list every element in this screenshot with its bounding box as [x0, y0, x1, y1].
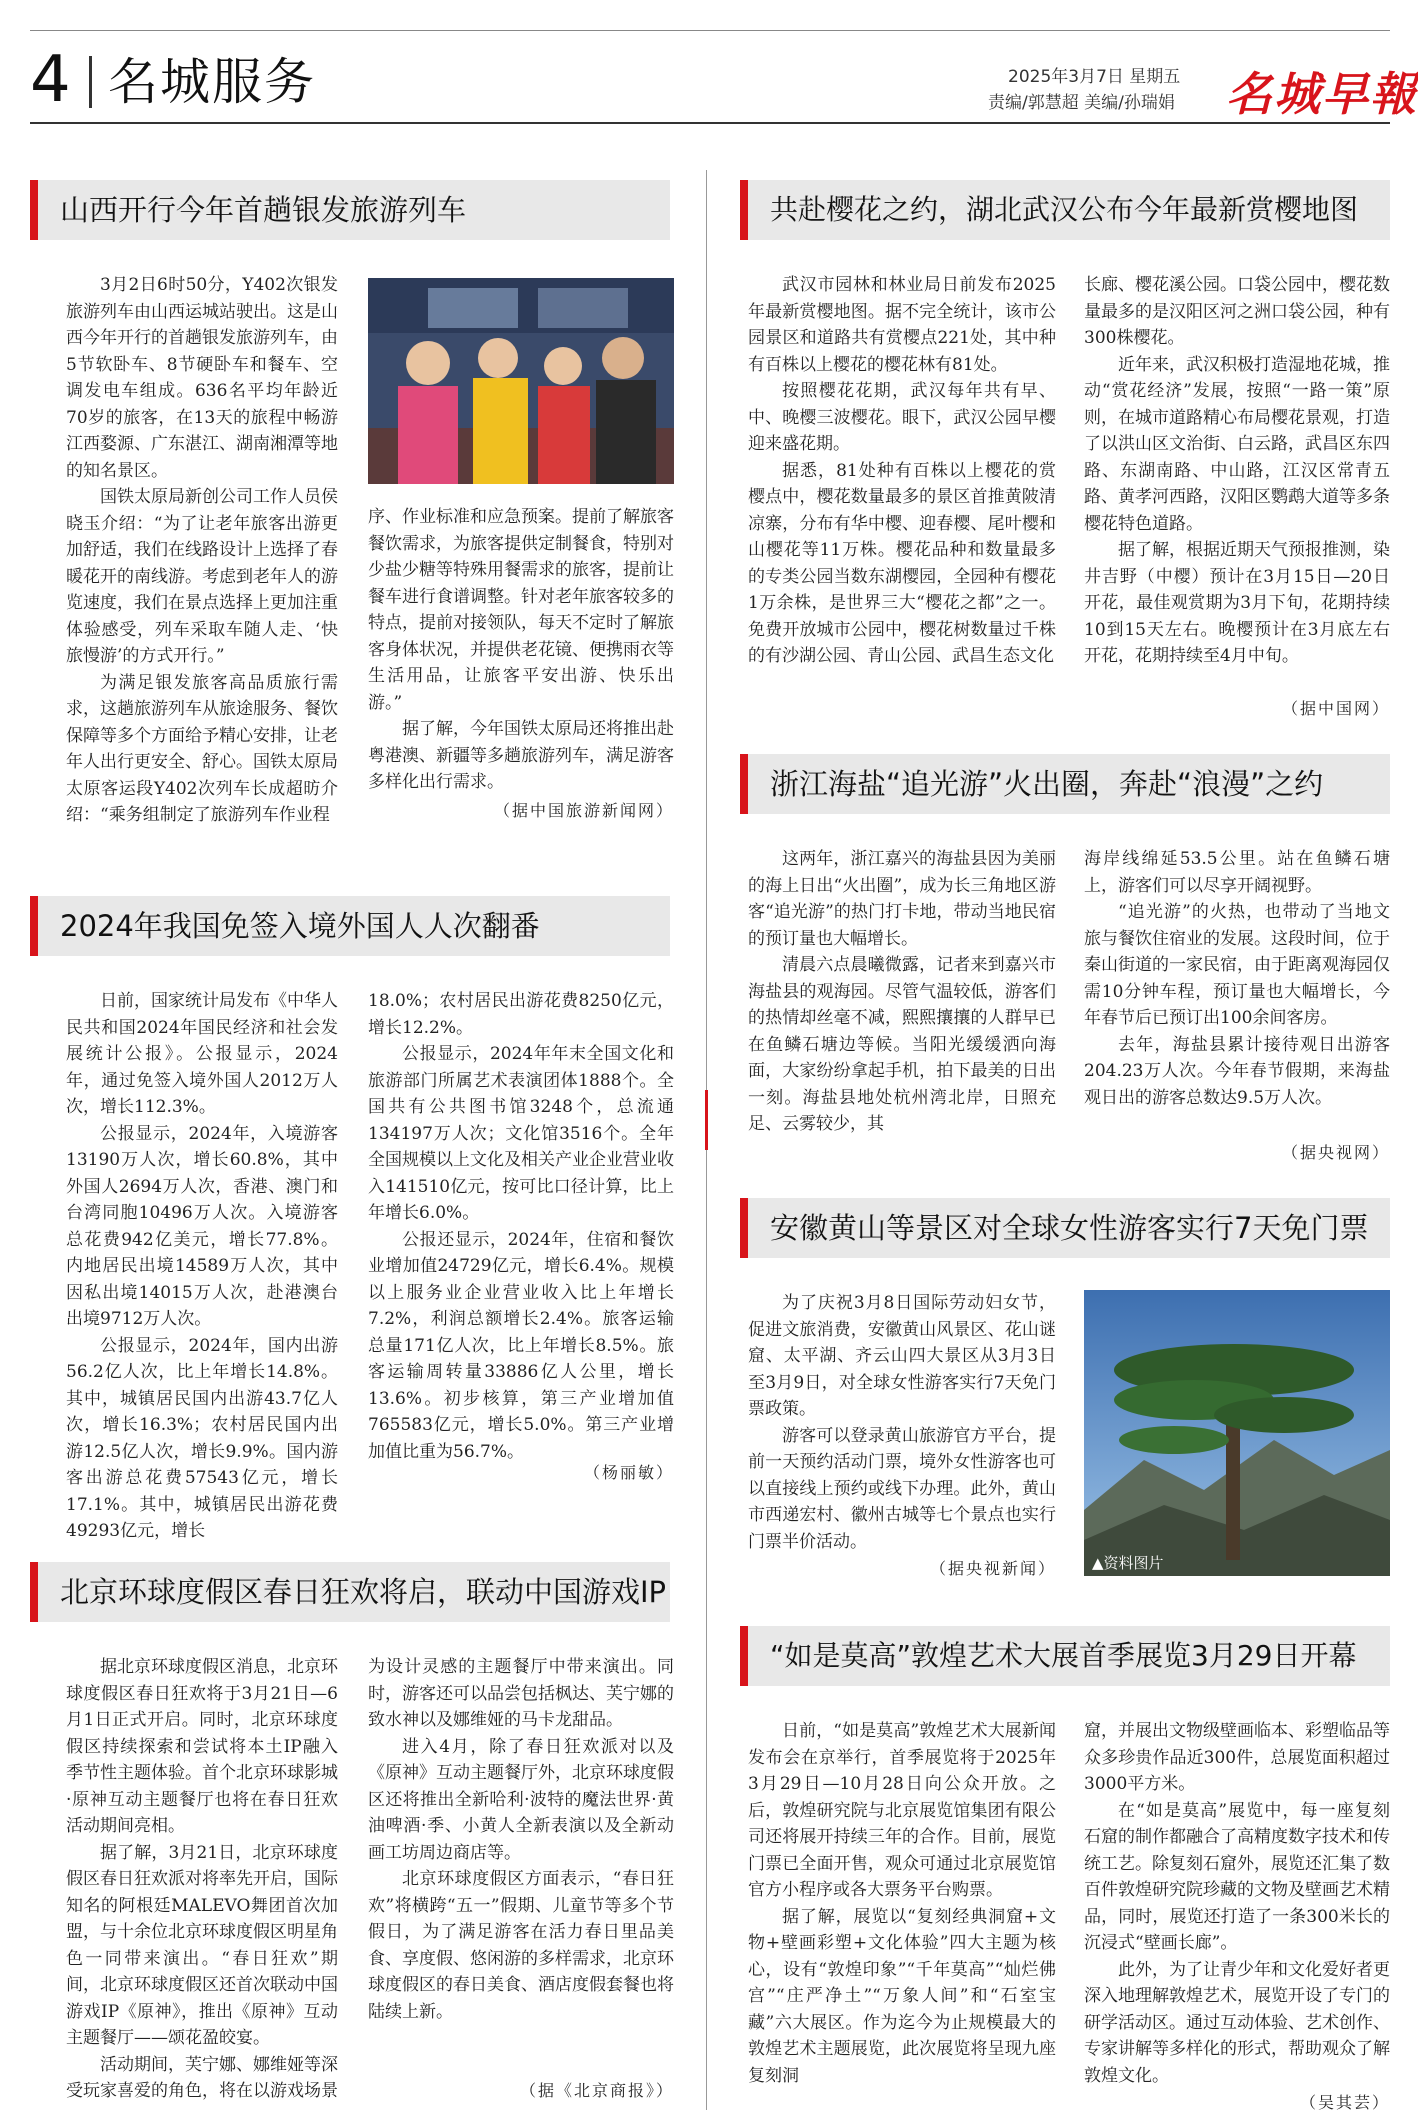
source-credit: （据中国网）	[1281, 699, 1390, 718]
paragraph: 国铁太原局新创公司工作人员侯晓玉介绍：“为了让老年旅客出游更加舒适，我们在线路设计上选择了春暖花开的南线游。考虑到老年人的游览速度，我们在景点选择上更加注重体验感受，列车采取车随人走、‘快旅慢游’的方式开行。”	[66, 487, 338, 666]
masthead-divider	[89, 56, 92, 108]
paragraph: 据了解，今年国铁太原局还将推出赴粤港澳、新疆等多趟旅游列车，满足游客多样化出行需求。	[368, 719, 674, 792]
paragraph: 公报显示，2024年，入境游客13190万人次，增长60.8%，其中外国人2694万人次，香港、澳门和台湾同胞10496万人次。入境游客总花费942亿美元，增长77.8%。内地居民出境14589万人次，其中因私出境14015万人次，赴港澳台出境9712万人次。	[66, 1123, 338, 1329]
paragraph: 3月2日6时50分，Y402次银发旅游列车由山西运城站驶出。这是山西今年开行的首趟银发旅游列车，由5节软卧车、8节硬卧车和餐车、空调发电车组成。636名平均年龄近70岁的旅客，在13天的旅程中畅游江西婺源、广东湛江、湖南湘潭等地的知名景区。	[66, 275, 338, 481]
paragraph: 据了解，根据近期天气预报推测，染井吉野（中樱）预计在3月15日—20日开花，最佳观赏期为3月下旬，花期持续10到15天左右。晚樱预计在3月底左右开花，花期持续至4月中旬。	[1084, 540, 1390, 666]
source-credit: （杨丽敏）	[583, 1463, 674, 1482]
article-universal-col2	[368, 1654, 674, 2074]
masthead-top-rule	[30, 30, 1390, 31]
paragraph: 此外，为了让青少年和文化爱好者更深入地理解敦煌艺术，展览开设了专门的研学活动区。通过互动体验、艺术创作、专家讲解等多样化的形式，帮助观众了解敦煌文化。	[1084, 1959, 1390, 2086]
newspaper-logo: 名城早報	[1226, 67, 1418, 121]
paragraph: 序、作业标准和应急预案。提前了解旅客餐饮需求，为旅客提供定制餐食，特别对少盐少糖等特殊用餐需求的旅客，提前让餐车进行食谱调整。针对老年旅客较多的特点，提前对接领队，每天不定时了解旅客身体状况，并提供老花镜、便携雨衣等生活用品，让旅客平安出游、快乐出游。”	[368, 507, 674, 713]
paragraph: 据悉，81处种有百株以上樱花的赏樱点中，樱花数量最多的景区首推黄陂清凉寨，分布有华中樱、迎春樱、尾叶樱和山樱花等11万株。樱花品种和数量最多的专类公园当数东湖樱园，全园种有樱花1万余株，是世界三大“樱花之都”之一。免费开放城市公园中，樱花树数量过千株的有沙湖公园、青山公园、武昌生态文化	[748, 460, 1056, 666]
paragraph: 18.0%；农村居民出游花费8250亿元，增长12.2%。	[368, 991, 674, 1038]
article-silver-train-col2	[368, 504, 674, 796]
paragraph: 清晨六点晨曦微露，记者来到嘉兴市海盐县的观海园。尽管气温较低，游客们的热情却丝毫不减，熙熙攘攘的人群早已在鱼鳞石塘边等候。当阳光缓缓洒向海面，大家纷纷拿起手机，拍下最美的日出一刻。海盐县地处杭州湾北岸，日照充足、云雾较少，其	[748, 955, 1056, 1134]
paragraph: 据了解，3月21日，北京环球度假区春日狂欢派对将率先开启，国际知名的阿根廷MALEVO舞团首次加盟，与十余位北京环球度假区明星角色一同带来演出。“春日狂欢”期间，北京环球度假区还首次联动中国游戏IP《原神》，推出《原神》互动主题餐厅——颂花盈皎宴。	[66, 1842, 338, 2048]
paragraph: 为满足银发旅客高品质旅行需求，这趟旅游列车从旅途服务、餐饮保障等多个方面给予精心安排，让老年人出行更安全、舒心。国铁太原局太原客运段Y402次列车长成超昉介绍：“乘务组制定了旅游列车作业程	[66, 672, 338, 825]
paragraph: 近年来，武汉积极打造湿地花城，推动“赏花经济”发展，按照“一路一策”原则，在城市道路精心布局樱花景观，打造了以洪山区文治街、白云路，武昌区东四路、东湖南路、中山路，江汉区常青五路、黄孝河西路，汉阳区鹦鹉大道等多条樱花特色道路。	[1084, 354, 1390, 534]
paragraph: 按照樱花花期，武汉每年共有早、中、晚樱三波樱花。眼下，武汉公园早樱迎来盛花期。	[748, 381, 1056, 454]
headline-universal-beijing: 北京环球度假区春日狂欢将启，联动中国游戏IP	[30, 1562, 670, 1622]
paragraph: 日前，国家统计局发布《中华人民共和国2024年国民经济和社会发展统计公报》。公报显示，2024年，通过免签入境外国人2012万人次，增长112.3%。	[66, 991, 338, 1117]
article-dunhuang-col2	[1084, 1718, 1390, 2114]
paragraph: 进入4月，除了春日狂欢派对以及《原神》互动主题餐厅外，北京环球度假区还将推出全新哈利·波特的魔法世界·黄油啤酒·季、小黄人全新表演以及全新动画工坊周边商店等。	[368, 1736, 674, 1863]
paragraph: 在“如是莫高”展览中，每一座复刻石窟的制作都融合了高精度数字技术和传统工艺。除复刻石窟外，展览还汇集了数百件敦煌研究院珍藏的文物及壁画艺术精品，同时，展览还打造了一条300米长的沉浸式“壁画长廊”。	[1084, 1800, 1390, 1953]
paragraph: 公报显示，2024年，国内出游56.2亿人次，比上年增长14.8%。其中，城镇居民国内出游43.7亿人次，增长16.3%；农村居民国内出游12.5亿人次，增长9.9%。国内游客出游总花费57543亿元，增长17.1%。其中，城镇居民出游花费49293亿元，增长	[66, 1335, 338, 1541]
article-visa-free-col2	[368, 988, 674, 1462]
article-universal-col1	[66, 1654, 338, 2106]
page-number: 4	[30, 43, 71, 117]
photo-huangshan-pine	[1084, 1290, 1390, 1576]
paragraph: 长廊、樱花溪公园。口袋公园中，樱花数量最多的是汉阳区河之洲口袋公园，种有300株樱花。	[1084, 275, 1390, 348]
paragraph: 海岸线绵延53.5公里。站在鱼鳞石塘上，游客们可以尽享开阔视野。	[1084, 849, 1390, 896]
editor-credits: 责编/郭慧超 美编/孙瑞娟	[988, 93, 1175, 113]
huangshan-pine-photo	[1084, 1290, 1390, 1576]
source-credit: （据央视网）	[1281, 1143, 1390, 1162]
article-silver-train-col1	[66, 272, 338, 827]
paragraph: 公报显示，2024年年末全国文化和旅游部门所属艺术表演团体1888个。全国共有公共图书馆3248个，总流通134197万人次；文化馆3516个。全年全国规模以上文化及相关产业企业营业收入141510亿元，按可比口径计算，比上年增长6.0%。	[368, 1044, 674, 1223]
headline-wuhan-cherry: 共赴樱花之约，湖北武汉公布今年最新赏樱地图	[740, 180, 1390, 240]
source-credit: （吴其芸）	[1299, 2093, 1390, 2112]
article-visa-free-col1	[66, 988, 338, 1541]
article-huangshan-col1	[748, 1290, 1056, 1552]
paragraph: 日前，“如是莫高”敦煌艺术大展新闻发布会在京举行，首季展览将于2025年3月29日—10月28日向公众开放。之后，敦煌研究院与北京展览馆集团有限公司还将展开持续三年的合作。目前，展览门票已全面开售，观众可通过北京展览馆官方小程序或各大票务平台购票。	[748, 1721, 1056, 1900]
photo-caption: ▲资料图片	[1092, 1554, 1164, 1572]
paragraph: 去年，海盐县累计接待观日出游客204.23万人次。今年春节假期，来海盐观日出的游客总数达9.5万人次。	[1084, 1034, 1390, 1108]
train-cabin-photo	[368, 278, 674, 484]
headline-dunhuang-exhibition: “如是莫高”敦煌艺术大展首季展览3月29日开幕	[740, 1626, 1390, 1686]
source-credit: （据《北京商报》）	[519, 2081, 674, 2100]
article-wuhan-col1	[748, 272, 1056, 722]
source-credit: （据中国旅游新闻网）	[493, 801, 674, 820]
paragraph: 窟，并展出文物级壁画临本、彩塑临品等众多珍贵作品近300件，总展览面积超过3000平方米。	[1084, 1721, 1390, 1794]
source-credit: （据央视新闻）	[929, 1559, 1056, 1578]
paragraph: 为了庆祝3月8日国际劳动妇女节，促进文旅消费，安徽黄山风景区、花山谜窟、太平湖、齐云山四大景区从3月3日至3月9日，对全球女性游客实行7天免门票政策。	[748, 1293, 1056, 1419]
paragraph: 这两年，浙江嘉兴的海盐县因为美丽的海上日出“火出圈”，成为长三角地区游客“追光游”的热门打卡地，带动当地民宿的预订量也大幅增长。	[748, 849, 1056, 949]
headline-visa-free: 2024年我国免签入境外国人人次翻番	[30, 896, 670, 956]
headline-haiyan-sunrise: 浙江海盐“追光游”火出圈，奔赴“浪漫”之约	[740, 754, 1390, 814]
photo-train-passengers	[368, 278, 674, 484]
paragraph: 为设计灵感的主题餐厅中带来演出。同时，游客还可以品尝包括枫达、芙宁娜的致水神以及娜维娅的马卡龙甜品。	[368, 1657, 674, 1730]
article-dunhuang-col1	[748, 1718, 1056, 2114]
section-title: 名城服务	[108, 53, 316, 111]
article-wuhan-col2	[1084, 272, 1390, 692]
issue-date: 2025年3月7日 星期五	[1008, 67, 1181, 87]
paragraph: 武汉市园林和林业局日前发布2025年最新赏樱地图。据不完全统计，该市公园景区和道路共有赏樱点221处，其中种有百株以上樱花的樱花林有81处。	[748, 275, 1056, 375]
masthead-bottom-rule	[30, 122, 1390, 124]
paragraph: 据北京环球度假区消息，北京环球度假区春日狂欢将于3月21日—6月1日正式开启。同时，北京环球度假区持续探索和尝试将本土IP融入季节性主题体验。首个北京环球影城·原神互动主题餐厅也将在春日狂欢活动期间亮相。	[66, 1657, 338, 1836]
paragraph: 据了解，展览以“复刻经典洞窟+文物+壁画彩塑+文化体验”四大主题为核心，设有“敦煌印象”“千年莫高”“灿烂佛宫”“庄严净土”“万象人间”和“石室宝藏”六大展区。作为迄今为止规模最大的敦煌艺术主题展览，此次展览将呈现九座复刻洞	[748, 1906, 1056, 2086]
article-haiyan-col1	[748, 846, 1056, 1166]
article-haiyan-col2	[1084, 846, 1390, 1136]
paragraph: 北京环球度假区方面表示，“春日狂欢”将横跨“五一”假期、儿童节等多个节假日，为了满足游客在活力春日里品美食、享度假、悠闲游的多样需求，北京环球度假区的春日美食、酒店度假套餐也将陆续上新。	[368, 1869, 674, 2022]
paragraph: 游客可以登录黄山旅游官方平台，提前一天预约活动门票，境外女性游客也可以直接线上预约或线下办理。此外，黄山市西递宏村、徽州古城等七个景点也实行门票半价活动。	[748, 1425, 1056, 1552]
paragraph: 公报还显示，2024年，住宿和餐饮业增加值24729亿元，增长6.4%。规模以上服务业企业营业收入比上年增长7.2%，利润总额增长2.4%。旅客运输总量171亿人次，比上年增长8.5%。旅客运输周转量33886亿人公里，增长13.6%。初步核算，第三产业增加值765583亿元，增长5.0%。第三产业增加值比重为56.7%。	[368, 1229, 674, 1462]
headline-silver-train: 山西开行今年首趟银发旅游列车	[30, 180, 670, 240]
paragraph: 活动期间，芙宁娜、娜维娅等深受玩家喜爱的角色，将在以游戏场景	[66, 2054, 338, 2101]
headline-huangshan-free: 安徽黄山等景区对全球女性游客实行7天免门票	[740, 1198, 1390, 1258]
paragraph: “追光游”的火热，也带动了当地文旅与餐饮住宿业的发展。这段时间，位于秦山街道的一家民宿，由于距离观海园仅需10分钟车程，预订量也大幅增长，今年春节后已预订出100余间客房。	[1084, 902, 1390, 1028]
column-divider-accent	[705, 1090, 708, 1150]
